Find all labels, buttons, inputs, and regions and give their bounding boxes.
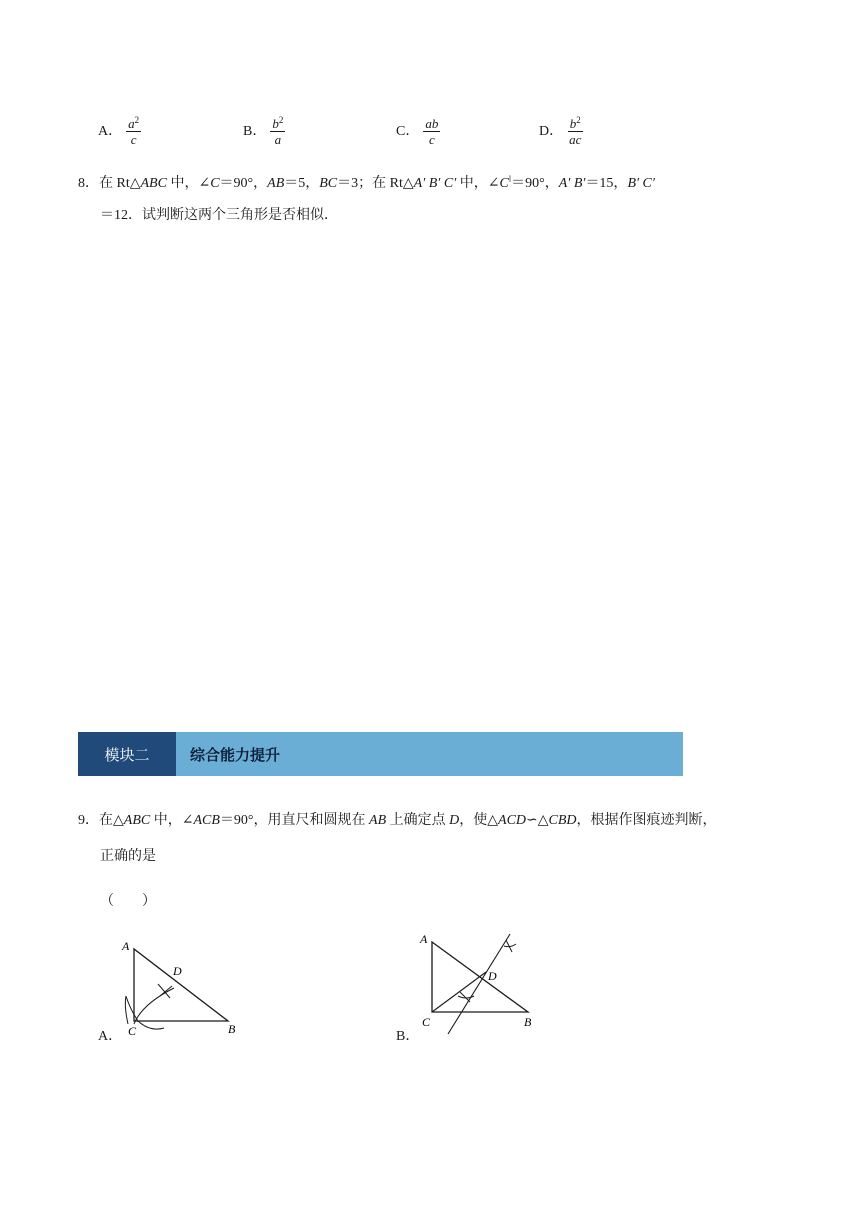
point-a: A bbox=[420, 932, 428, 946]
q9-line-2: 正确的是 bbox=[100, 849, 156, 864]
q7-option-c[interactable] bbox=[396, 108, 440, 152]
q8-line-2: ＝12．试判断这两个三角形是否相似． bbox=[100, 208, 338, 223]
fraction: $\frac{b^2}{a}$ bbox=[272, 115, 284, 147]
answer-parentheses: （ ） bbox=[100, 894, 156, 909]
module-banner bbox=[78, 732, 683, 776]
option-label: C． bbox=[396, 124, 420, 139]
q7-option-d[interactable] bbox=[539, 108, 583, 152]
fraction: $\frac{a^2}{c}$ bbox=[128, 115, 140, 147]
q7-option-b[interactable] bbox=[243, 108, 285, 152]
point-a: A bbox=[122, 939, 130, 953]
option-label: D． bbox=[539, 124, 564, 139]
point-c: C bbox=[128, 1024, 137, 1038]
point-d: D bbox=[488, 969, 497, 983]
option-label: B． bbox=[243, 124, 267, 139]
q8-line-1: 8．在 Rt△ABC 中，∠C＝90°，AB＝5，BC＝3；在 Rt△A′ B′ C′ 中，$\angle C^l=90^\circ$，A′ B′＝15，B′ C′ bbox=[78, 174, 655, 191]
point-b: B bbox=[524, 1015, 532, 1029]
module-tag: 模块二 bbox=[78, 732, 176, 776]
fraction: $\frac{b^2}{ac}$ bbox=[569, 115, 582, 147]
point-b: B bbox=[228, 1022, 236, 1036]
fraction: $\frac{ab}{c}$ bbox=[423, 113, 440, 147]
point-d: D bbox=[173, 964, 182, 978]
q7-option-a[interactable] bbox=[98, 108, 141, 152]
q9-option-a-label[interactable]: A． bbox=[98, 1029, 123, 1044]
option-label: A． bbox=[98, 124, 123, 139]
point-c: C bbox=[422, 1015, 431, 1029]
q9-figure-b[interactable] bbox=[414, 928, 544, 1040]
q9-line-1: 9．在△ABC 中，∠ACB＝90°，用直尺和圆规在 AB 上确定点 D，使△ACD∽△CBD，根据作图痕迹判断， bbox=[78, 813, 717, 828]
q9-figure-a[interactable] bbox=[116, 934, 246, 1040]
module-title: 综合能力提升 bbox=[190, 745, 281, 764]
q9-option-b-label[interactable]: B． bbox=[396, 1029, 420, 1044]
